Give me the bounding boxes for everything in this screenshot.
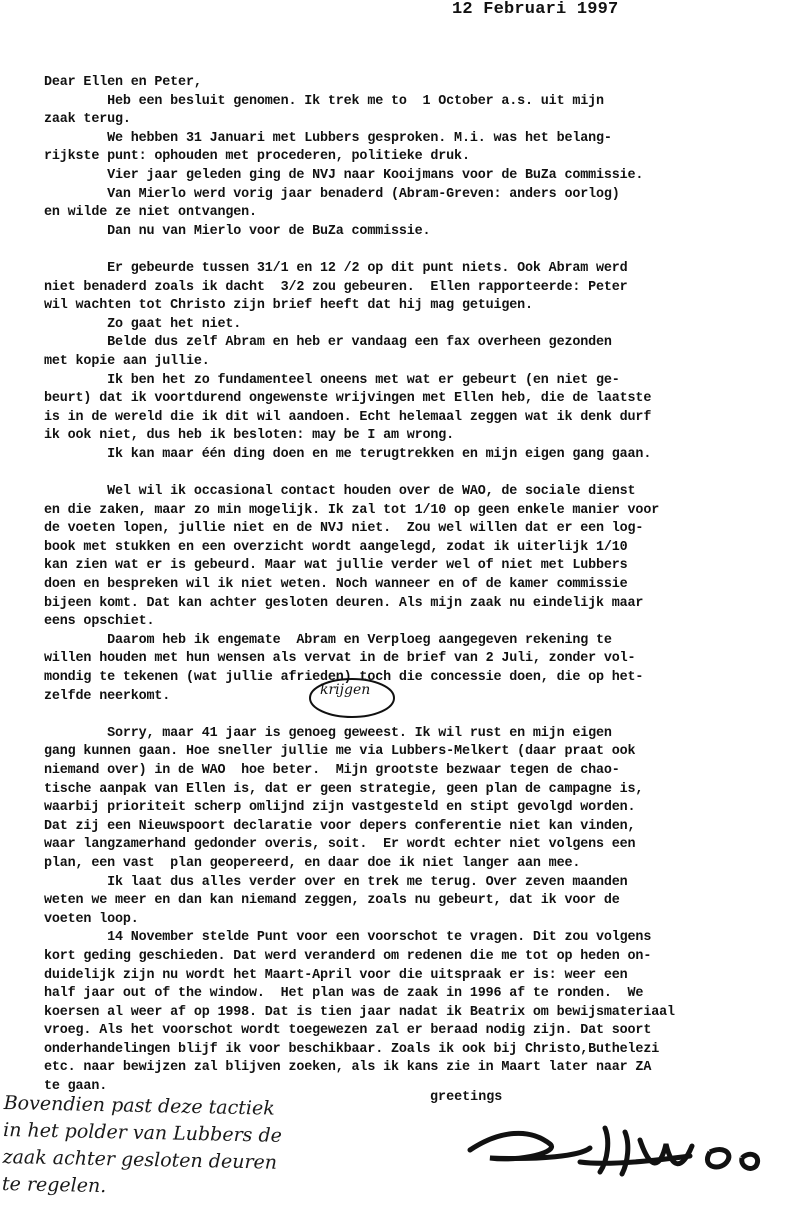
letter-line: voeten loop. xyxy=(44,911,139,927)
handwritten-note: Bovendien past deze tactiek in het polder van Lubbers de zaak achter gesloten deuren te regelen. xyxy=(1,1091,283,1198)
letter-line: plan, een vast plan geopereerd, en daar doe ik niet langer aan mee. xyxy=(44,855,581,871)
letter-line: zelfde neerkomt. xyxy=(44,688,171,704)
letter-line: mondig te tekenen (wat jullie afrieden) toch die concessie doen, die op het- xyxy=(44,670,644,685)
letter-line: is in de wereld die ik dit wil aandoen. Echt helemaal zeggen wat ik denk durf xyxy=(44,409,652,425)
letter-line: tische aanpak van Ellen is, dat er geen strategie, geen plan de campagne is, xyxy=(44,781,644,797)
letter-line: Er gebeurde tussen 31/1 en 12 /2 op dit punt niets. Ook Abram werd xyxy=(44,260,628,276)
letter-line: de voeten lopen, jullie niet en de NVJ niet. Zou wel willen dat er een log- xyxy=(44,521,644,537)
letter-line: Sorry, maar 41 jaar is genoeg geweest. Ik wil rust en mijn eigen xyxy=(44,725,612,741)
letter-line: kan zien wat er is gebeurd. Maar wat jullie verder wel of niet met Lubbers xyxy=(44,558,628,574)
letter-line: weten we meer en dan kan niemand zeggen, zoals nu gebeurt, dat ik voor de xyxy=(44,893,620,909)
letter-line: willen houden met hun wensen als vervat in de brief van 2 Juli, zonder vol- xyxy=(44,651,636,667)
letter-date: 12 Februari 1997 xyxy=(452,0,619,19)
letter-line: Dat zij een Nieuwspoort declaratie voor depers conferentie niet kan vinden, xyxy=(44,818,636,834)
letter-line: wil wachten tot Christo zijn brief heeft dat hij mag getuigen. xyxy=(44,298,533,314)
letter-line: Van Mierlo werd vorig jaar benaderd (Abram-Greven: anders oorlog) xyxy=(44,186,620,202)
letter-line xyxy=(44,241,784,260)
letter-line: waar langzamerhand gedonder overis, soit. Er wordt echter niet volgens een xyxy=(44,837,636,853)
letter-line: Heb een besluit genomen. Ik trek me to 1 October a.s. uit mijn xyxy=(44,93,604,109)
letter-line: Ik kan maar één ding doen en me terugtrekken en mijn eigen gang gaan. xyxy=(44,446,652,462)
letter-line: Dear Ellen en Peter, xyxy=(44,75,202,90)
letter-line xyxy=(44,706,784,725)
margin-annotation: krijgen xyxy=(320,682,371,698)
letter-line: met kopie aan jullie. xyxy=(44,353,210,369)
letter-line: waarbij prioriteit scherp omlijnd zijn vastgesteld en stipt gevolgd worden. xyxy=(44,800,636,816)
letter-line: vroeg. Als het voorschot wordt toegewezen zal er beraad nodig zijn. Dat soort xyxy=(44,1023,652,1039)
letter-line: eens opschiet. xyxy=(44,614,155,630)
letter-line: etc. naar bewijzen zal blijven zoeken, als ik kans zie in Maart later naar ZA xyxy=(44,1060,652,1076)
letter-line: beurt) dat ik voortdurend ongewenste wrijvingen met Ellen heb, die de laatste xyxy=(44,391,652,407)
letter-line: te gaan. xyxy=(44,1079,108,1095)
letter-line: Wel wil ik occasional contact houden over de WAO, de sociale dienst xyxy=(44,484,636,500)
letter-line: Dan nu van Mierlo voor de BuZa commissie. xyxy=(44,223,431,239)
letter-line: We hebben 31 Januari met Lubbers gesproken. M.i. was het belang- xyxy=(44,130,612,146)
letter-line: bijeen komt. Dat kan achter gesloten deuren. Als mijn zaak nu eindelijk maar xyxy=(44,595,644,611)
letter-line: kort geding geschieden. Dat werd veranderd om redenen die me tot op heden on- xyxy=(44,948,652,964)
letter-line: doen en bespreken wil ik niet weten. Noch wanneer en of de kamer commissie xyxy=(44,577,628,593)
letter-line: duidelijk zijn nu wordt het Maart-April voor die uitspraak er is: weer een xyxy=(44,967,628,983)
letter-body xyxy=(44,74,784,1097)
letter-line: niet benaderd zoals ik dacht 3/2 zou gebeuren. Ellen rapporteerde: Peter xyxy=(44,279,628,295)
letter-line: niemand over) in de WAO hoe beter. Mijn grootste bezwaar tegen de chao- xyxy=(44,762,620,778)
letter-line: rijkste punt: ophouden met procederen, politieke druk. xyxy=(44,149,470,165)
letter-line: Zo gaat het niet. xyxy=(44,316,242,332)
letter-line: Daarom heb ik engemate Abram en Verploeg aangegeven rekening te xyxy=(44,632,612,648)
letter-line: zaak terug. xyxy=(44,112,131,128)
letter-line: gang kunnen gaan. Hoe sneller jullie me via Lubbers-Melkert (daar praat ook xyxy=(44,744,636,760)
letter-line: onderhandelingen blijf ik voor beschikbaar. Zoals ik ook bij Christo,Buthelezi xyxy=(44,1041,660,1057)
letter-line: 14 November stelde Punt voor een voorschot te vragen. Dit zou volgens xyxy=(44,930,652,946)
letter-line: en wilde ze niet ontvangen. xyxy=(44,205,257,221)
letter-line: half jaar out of the window. Het plan was de zaak in 1996 af te ronden. We xyxy=(44,986,644,1002)
letter-line: Vier jaar geleden ging de NVJ naar Kooijmans voor de BuZa commissie. xyxy=(44,167,644,183)
letter-line: koersen al weer af op 1998. Dat is tien jaar nadat ik Beatrix om bewijsmateriaal xyxy=(44,1004,675,1020)
letter-line: en die zaken, maar zo min mogelijk. Ik zal tot 1/10 op geen enkele manier voor xyxy=(44,502,660,518)
letter-line: Belde dus zelf Abram en heb er vandaag een fax overheen gezonden xyxy=(44,335,612,351)
closing-greeting: greetings xyxy=(430,1090,503,1105)
letter-line: Ik laat dus alles verder over en trek me terug. Over zeven maanden xyxy=(44,874,628,890)
signature xyxy=(460,1110,780,1190)
letter-line: ik ook niet, dus heb ik besloten: may be I am wrong. xyxy=(44,428,455,444)
letter-line: Ik ben het zo fundamenteel oneens met wat er gebeurt (en niet ge- xyxy=(44,372,620,388)
letter-line: book met stukken en een overzicht wordt aangelegd, zodat ik uiterlijk 1/10 xyxy=(44,539,628,555)
letter-line xyxy=(44,464,784,483)
